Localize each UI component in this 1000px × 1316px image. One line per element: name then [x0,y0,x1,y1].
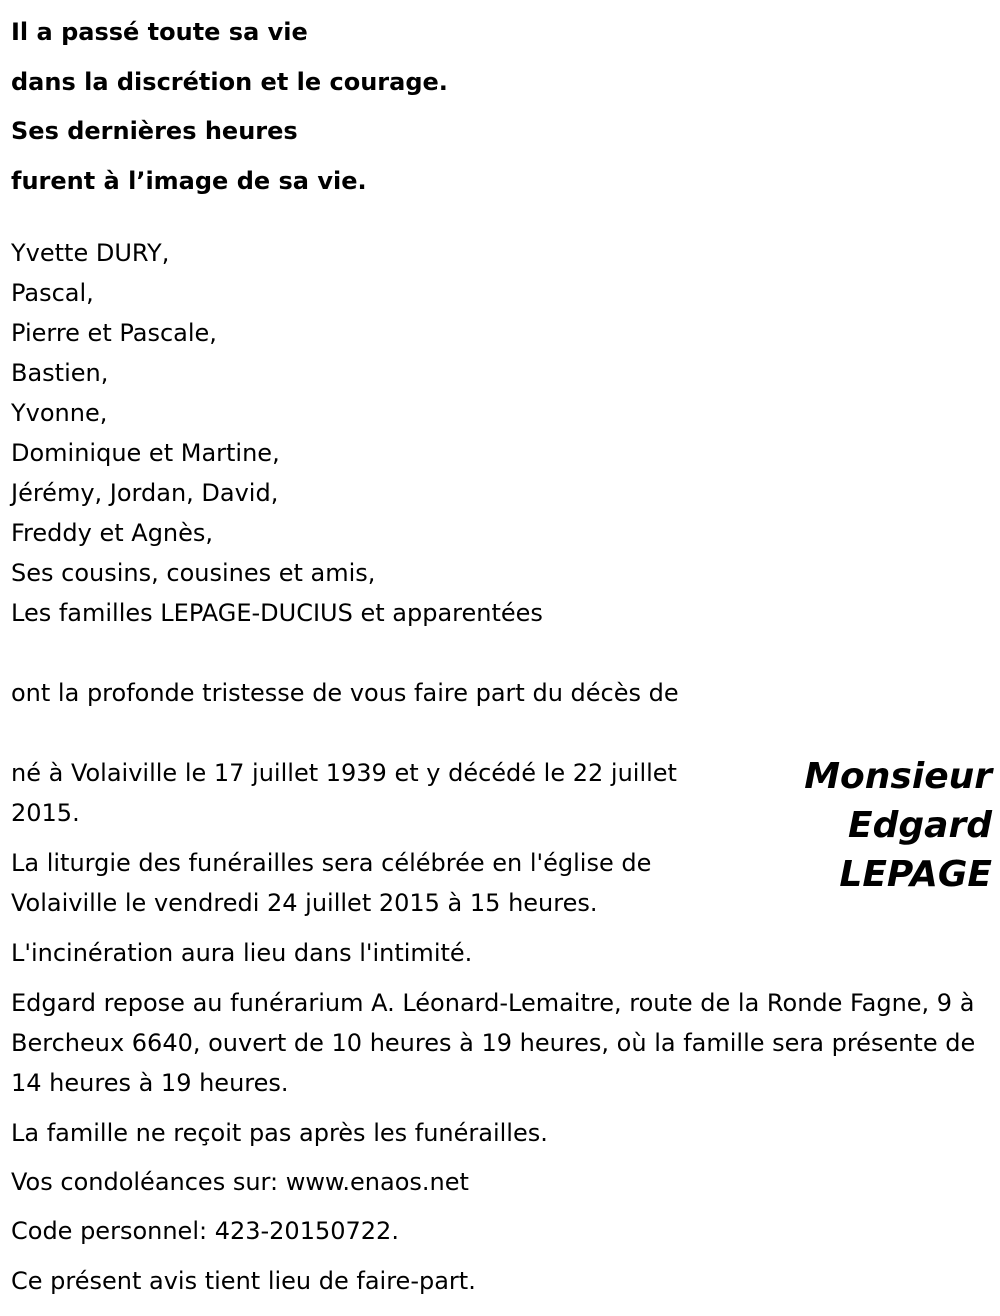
deceased-first-name: Edgard [848,805,992,846]
mourner-item: Yvonne, [11,399,108,427]
repose-details: Edgard repose au funérarium A. Léonard-Lemaitre, route de la Ronde Fagne, 9 à Bercheux 6640, ouvert de 10 heures à 19 heures, où la famille sera présente de 14 heures à 19 heures. [11,989,976,1097]
deceased-last-name: LEPAGE [839,854,992,895]
mourner-item: Freddy et Agnès, [11,519,214,547]
mourner-item: Yvette DURY, [11,239,170,267]
mourner-item: Les familles LEPAGE-DUCIUS et apparentées [11,599,543,627]
verse-line: furent à l’image de sa vie. [11,166,367,195]
notice-line: Ce présent avis tient lieu de faire-part. [11,1267,476,1295]
incineration-details: L'incinération aura lieu dans l'intimité. [11,939,473,967]
deceased-title: Monsieur [804,756,992,797]
mourner-item: Jérémy, Jordan, David, [11,479,279,507]
deceased-name [804,752,992,899]
no-reception-note: La famille ne reçoit pas après les funérailles. [11,1119,548,1147]
personal-code: Code personnel: 423-20150722. [11,1217,399,1245]
mourner-item: Ses cousins, cousines et amis, [11,559,376,587]
mourner-item: Pierre et Pascale, [11,319,217,347]
birth-death-details: né à Volaiville le 17 juillet 1939 et y décédé le 22 juillet 2015. [11,759,677,827]
verse-line: Ses dernières heures [11,117,298,145]
verse-line: dans la discrétion et le courage. [11,67,448,96]
mourners-list [11,233,543,633]
liturgy-details: La liturgie des funérailles sera célébrée en l'église de Volaiville le vendredi 24 juillet 2015 à 15 heures. [11,849,652,917]
opening-verse [11,8,448,206]
condolences-line: Vos condoléances sur: www.enaos.net [11,1168,469,1196]
mourner-item: Dominique et Martine, [11,439,280,467]
verse-line: Il a passé toute sa vie [11,18,308,46]
mourner-item: Pascal, [11,279,94,307]
announcement: ont la profonde tristesse de vous faire part du décès de [11,679,679,707]
mourner-item: Bastien, [11,359,109,387]
